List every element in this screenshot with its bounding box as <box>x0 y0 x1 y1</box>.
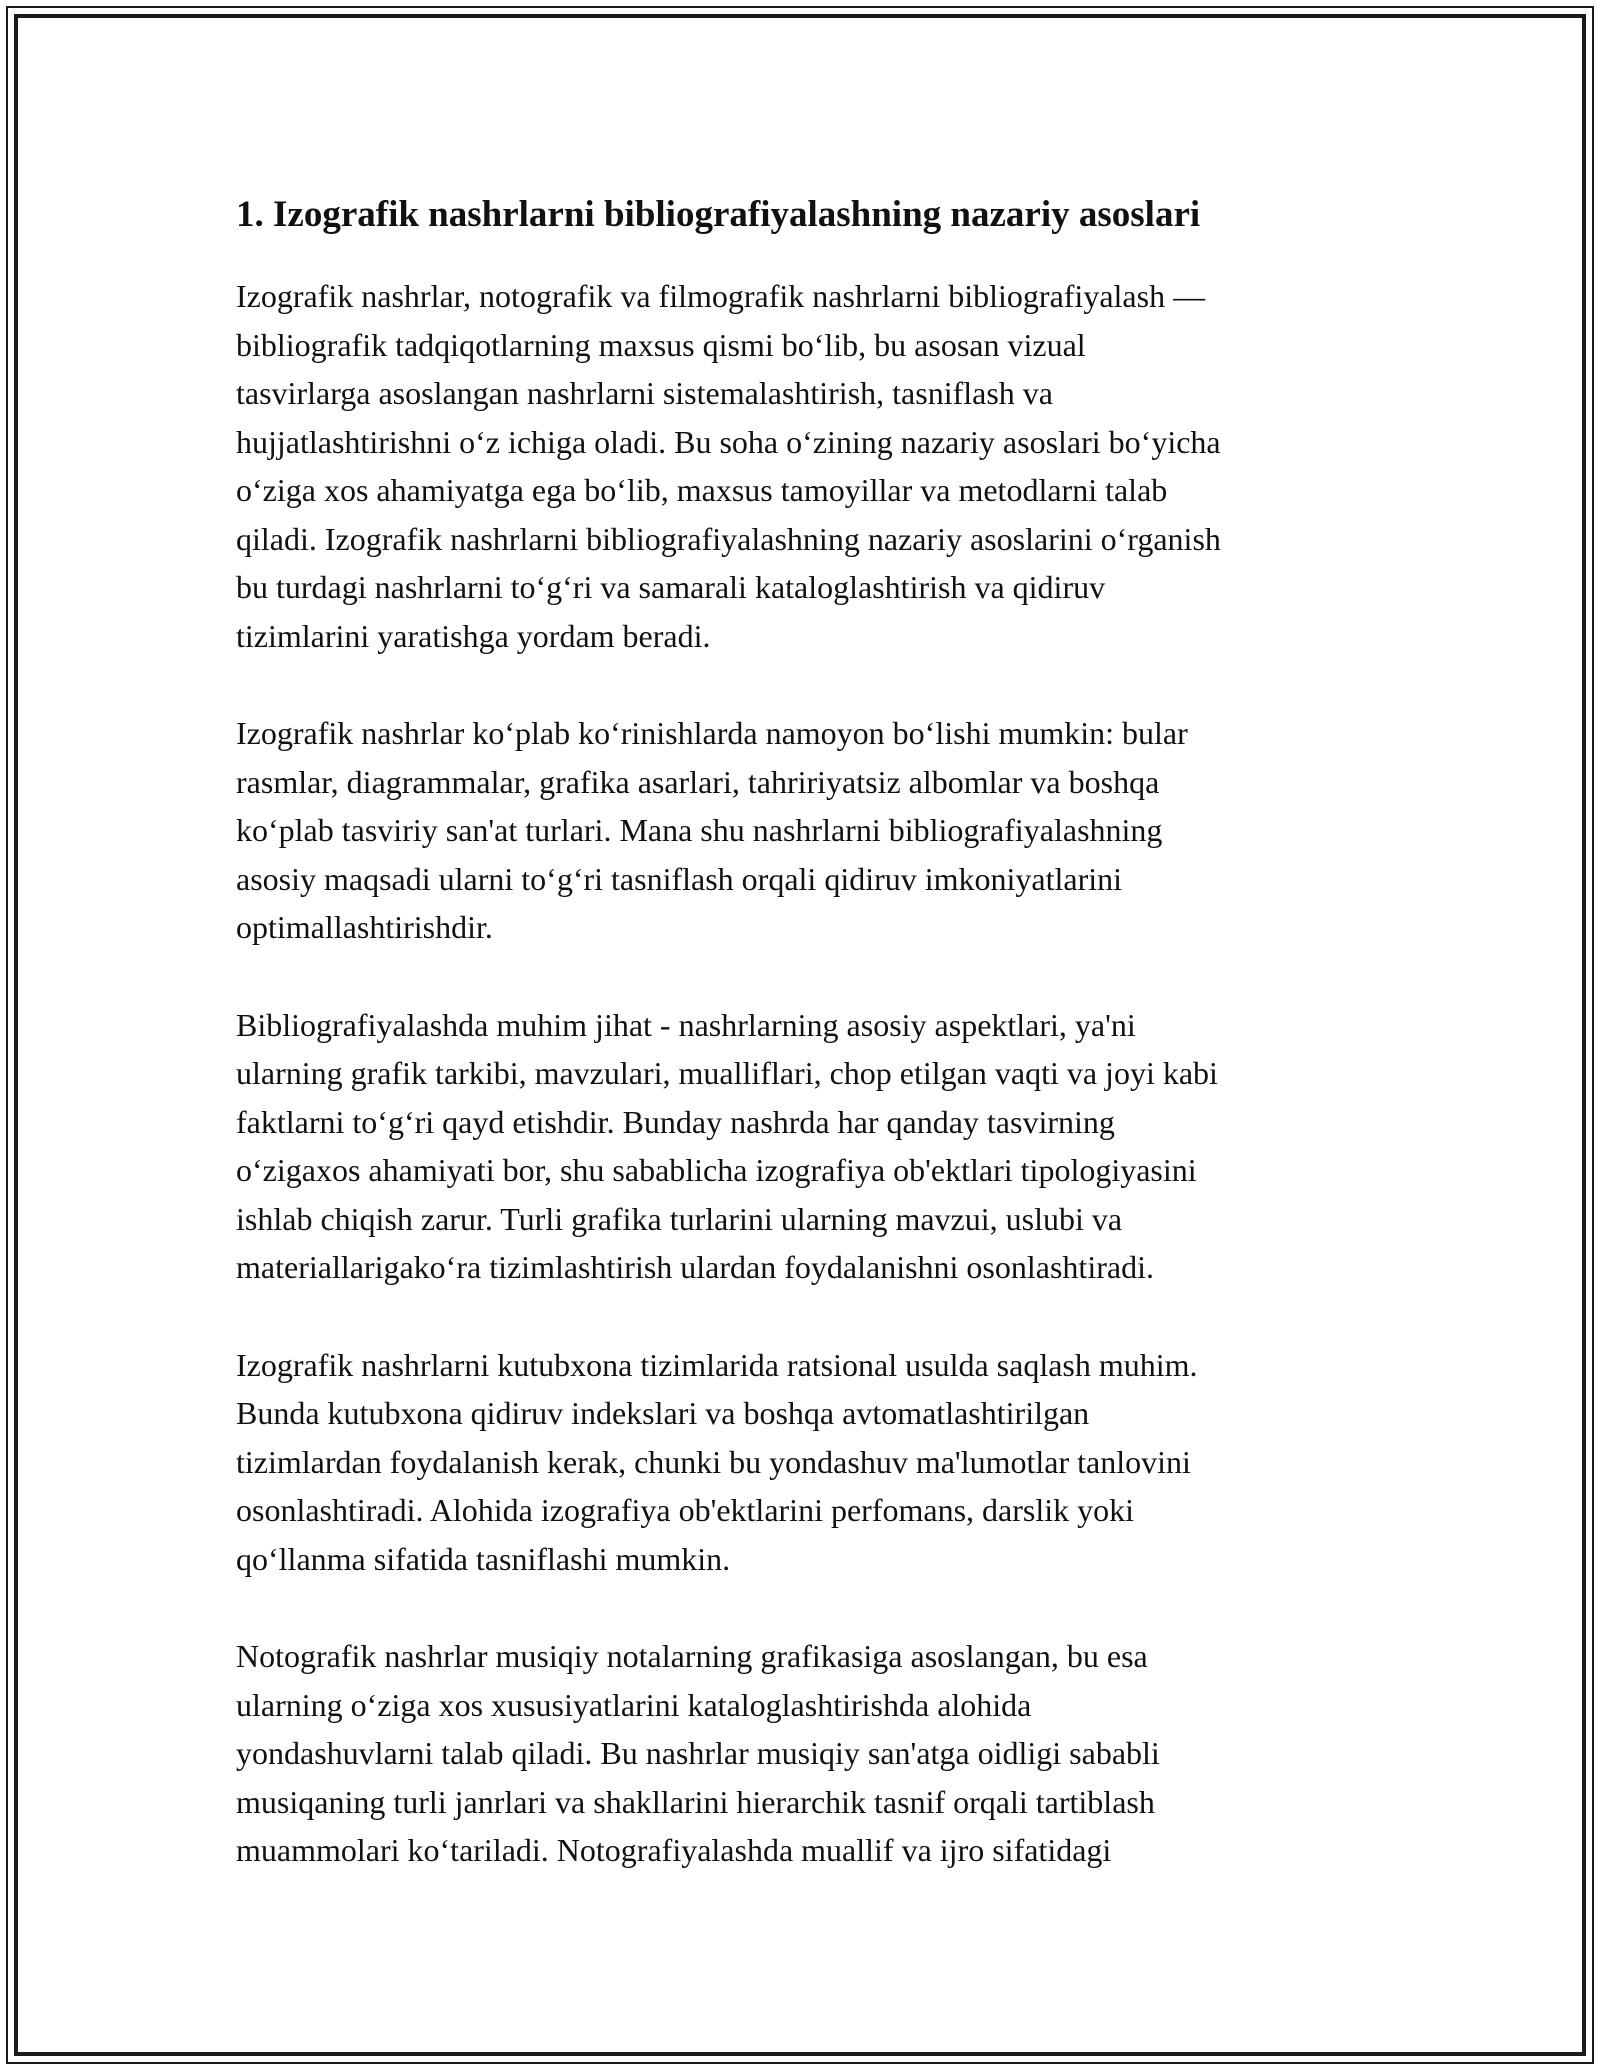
paragraph-1: Izografik nashrlar, notografik va filmografik nashrlarni bibliografiyalash — bibliografik tadqiqotlarning maxsus qismi bo‘lib, bu asosan vizual tasvirlarga asoslangan nashrlarni sistemalashtirish, tasniflash va hujjatlashtirishni o‘z ichiga oladi. Bu soha o‘zining nazariy asoslari bo‘yicha o‘ziga xos ahamiyatga ega bo‘lib, maxsus tamoyillar va metodlarni talab qiladi. Izografik nashrlarni bibliografiyalashning nazariy asoslarini o‘rganish bu turdagi nashrlarni to‘g‘ri va samarali kataloglashtirish va qidiruv tizimlarini yaratishga yordam beradi. <box>236 278 1221 654</box>
paragraph-4: Izografik nashrlarni kutubxona tizimlarida ratsional usulda saqlash muhim. Bunda kutubxona qidiruv indekslari va boshqa avtomatlashtirilgan tizimlardan foydalanish kerak, chunki bu yondashuv ma'lumotlar tanlovini osonlashtiradi. Alohida izografiya ob'ektlarini perfomans, darslik yoki qo‘llanma sifatida tasniflashi mumkin. <box>236 1346 1198 1577</box>
paragraph-5: Notografik nashrlar musiqiy notalarning grafikasiga asoslangan, bu esa ularning o‘ziga xos xususiyatlarini kataloglashtirishda alohida yondashuvlarni talab qiladi. Bu nashrlar musiqiy san'atga oidligi sababli musiqaning turli janrlari va shakllarini hierarchik tasnif orqali tartiblash muammolari ko‘tariladi. Notografiyalashda muallif va ijro sifatidagi <box>236 1638 1160 1868</box>
section-heading: 1. Izografik nashrlarni bibliografiyalashning nazariy asoslari <box>236 194 1201 235</box>
paragraph-2: Izografik nashrlar ko‘plab ko‘rinishlarda namoyon bo‘lishi mumkin: bular rasmlar, diagrammalar, grafika asarlari, tahririyatsiz albomlar va boshqa ko‘plab tasviriy san'at turlari. Mana shu nashrlarni bibliografiyalashning asosiy maqsadi ularni to‘g‘ri tasniflash orqali qidiruv imkoniyatlarini optimallashtirishdir. <box>236 715 1188 945</box>
paragraph-3: Bibliografiyalashda muhim jihat - nashrlarning asosiy aspektlari, ya'ni ularning grafik tarkibi, mavzulari, mualliflari, chop etilgan vaqti va joyi kabi faktlarni to‘g‘ri qayd etishdir. Bunday nashrda har qanday tasvirning o‘zigaxos ahamiyati bor, shu sabablicha izografiya ob'ektlari tipologiyasini ishlab chiqish zarur. Turli grafika turlarini ularning mavzui, uslubi va materiallarigako‘ra tizimlashtirish ulardan foydalanishni osonlashtiradi. <box>236 1006 1218 1285</box>
document-body <box>236 180 1396 1924</box>
